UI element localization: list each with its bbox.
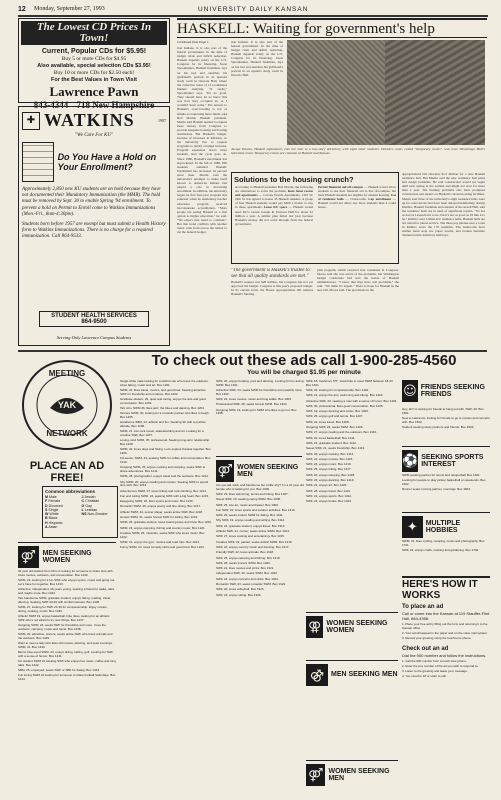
abbrev-item: F Female: [45, 499, 61, 504]
housing-item-2: Lease KU space: [263, 205, 288, 210]
watkins-footer: [39, 311, 149, 327]
page-number: 12: [18, 6, 26, 13]
classifieds-header: [118, 353, 490, 375]
masthead-date: Monday, September 27, 1993: [34, 6, 105, 12]
abbrev-item: H Hispanic: [45, 520, 63, 525]
how-step-1-details: 1. Place your free ad by filling out the form and returning it to the Kansan office. 2. Your ad will appear in the paper and on the voice mail system. 3. Record your greeting using the touch-tone phone.: [402, 623, 488, 641]
cd-ad: [18, 18, 170, 110]
watkins-tagline: "We Care For KU": [74, 133, 114, 138]
watkins-question-row: [22, 142, 166, 182]
section-women-seeking-men: [216, 456, 302, 482]
hobbies-icon: ✦: [402, 516, 423, 538]
man-woman-icon: ⚤: [18, 546, 39, 568]
section-title: WOMEN SEEKING MEN: [237, 463, 299, 478]
how-it-works: [402, 576, 490, 792]
watkins-year: 1907: [158, 118, 166, 123]
cd-ad-current: Current, Popular CDs for $5.95!: [41, 48, 147, 55]
store-address: 718 New Hampshire: [76, 100, 155, 110]
housing-item-5: Cap enrollment: [368, 197, 392, 202]
how-step-1-title: To place an ad: [402, 604, 444, 610]
man-man-icon: ⚣: [306, 664, 328, 686]
masthead: [18, 5, 488, 15]
watkins-body-1: Approximately 2,850 new KU students are on hold because they have not documented their Mandatory Immunization (the MMR). The hold must be removed by Sept. 30 to enable Spring '94 enrollment. To prevent a hold on Permit to Enroll come to Watkins Immunizations (Mon.-Fri., 8am-4:30pm).: [22, 187, 161, 217]
cd-ad-special: Also available, special selection CDs $3.95!: [37, 63, 151, 69]
svg-text:NETWORK: NETWORK: [46, 429, 88, 438]
yak-talk-logo: [20, 358, 114, 452]
how-title: HERE'S HOW IT WORKS: [402, 579, 478, 601]
classifieds-headline: To check out these ads call 1-900-285-4560: [151, 352, 457, 369]
abbrev-item: C Christian: [81, 499, 100, 504]
section-title: MULTIPLE HOBBIES: [425, 519, 461, 534]
article-photo: [287, 40, 385, 145]
store-name: Lawrence Pawn: [49, 84, 139, 99]
masthead-rule: [18, 15, 488, 17]
article-column-4: plan program, which received less consensus in Congress. Moore said she was aware of the problems, but Washington budget constraints had tied the hands of Haskell administrators. "I know that they have real problems," she said. "We think it's urgent." There is hope for Haskell in the new bill. Moore said. The provisions in the: [317, 268, 399, 293]
watkins-body-2: Students born before 1957 are exempt but must submit a Health History form to Watkins Immunizations. There is no charge for a required immunization. Call 864-9533.: [22, 222, 166, 240]
housing-item-3: Permit financial aid off-campus: [318, 185, 364, 189]
abbrev-item: D Divorced: [45, 503, 63, 508]
watkins-footer-note: Serving Only Lawrence Campus Students: [56, 335, 132, 340]
section-title: MEN SEEKING WOMEN: [42, 549, 92, 564]
abbrev-item: G Gay: [81, 503, 92, 508]
cd-ad-buy: Buy 5 or more CDs for $4.95: [61, 56, 127, 62]
article-column-right: appropriations bill allocates $1.5 million for a new Haskell residence hall. But Martin said the new residence hall plans had design problems. He said construction would not begin until next spring at the earliest and might not start for more than a year. The funding problems also have prompted construction and repairs on Haskell's current housing facilities. Martin said three of the university's eight residence halls were up for renovations that have been delayed indefinitely. Randy Kimbro, Haskell freshman and resident of Roosevelt Hall, said the residence halls are in need of significant repairs. "It's not as bad as I expected it to be, but it's not as good as I'd like it to be," Kimbro said. Unlike KU residence halls, Haskell halls are not wired for phone service. The three pay phones near a room in Kimbro serve the 170 residents. The bathrooms have neither hand soap nor paper towels, and broken furniture cluttered some dormitory hallways.: [402, 172, 485, 238]
abbrev-item: L Lesbian: [81, 507, 98, 512]
article-column-1: tion Indians. It is also part of the federal government. In the time of budget crisis and deficit reduction, Haskell depends solely on the U.S. Congress for its financing. Jason Spoonhunter, Haskell freshman, lays on his bed and sketches his girlfriend's portrait in an upstairs study room in Osceola Hall, where the collective noise of 12 roommates hinders studying. "It sucks," Spoonhunter says. "It's no good. They should have let us know this was how they occupied us, or I wouldn't have come." The answer to Haskell's overcrowding is not as simple as requesting more funds, said Bob Martin, Haskell president. Martin said Haskell needed to request more money from Congress to provide adequate housing and hosting dormitories. But Haskell's budget, because of increases in inflation, so the university has to request programs to justify a budget increase. Program expansion draws more students. And the cycle goes on. Since 1980, Haskell's enrollment has skyrocketed. In the fall of 1986, 865 students attended Haskell. Enrollment has increased 19 percent since then. Martin said the university's attempts to make itself known to American Indians had played a role in increasing enrollment. In addition, the university began its first four-year program this semester when its elementary teacher education program received baccalaureate accreditation. "More people are seeing Haskell as a first option to higher education," he said. "We expect that trend to continue." But that trend conflicts with another trend: calls from across the nation to cut the federal budget.: [177, 46, 227, 235]
ads-column-6: Hey, all! I'm looking for friends to hang out with. SWF, 20. Box 1501. New to Lawrence, looking for friends to go to movies and concerts with. Box 1502. Student seeking study partners and friends. Box 1503.: [402, 408, 490, 429]
housing-box-title: Solutions to the housing crunch?: [234, 175, 354, 184]
housing-box-col-1: According to Haskell president Bob Martin, the following are alternatives to solve the problem. Rent hotel rooms and apartments — Colony Woods Apartments, 1301 W. 24th St. has agreed to house 45 Haskell students. A group of four Haskell students would pay $400 a month to stay in these apartments. Lease KU space — Haskell would need KU's vacant Joseph R. Pearson Hall for about $1 million a year. A similar plan failed last year because Haskell's money did not come through from the federal government.: [235, 185, 313, 226]
section-men-seeking-men: [306, 660, 398, 686]
section-title: MEN SEEKING MEN: [331, 671, 398, 679]
ads-column-8: SWM, 24, likes cycling, camping, music and photography. Box 1701. SWF, 22, enjoys crafts, cooking and gardening. Box 1702.: [402, 540, 485, 552]
place-ad: [18, 460, 116, 484]
woman-man-icon: ⚤: [216, 460, 234, 482]
section-seeking-sports-interest: [402, 446, 490, 472]
how-step-2-title: Check out an ad: [402, 645, 449, 652]
watkins-logo: ✚: [22, 112, 40, 130]
article-column-2: tion Indians. It is also part of the federal government. In the time of budget crisis and deficit reduction, Haskell depends solely on the U.S. Congress for its financing. Jason Spoonhunter, Haskell freshman, lays on his bed and sketches his girlfriend's portrait in an upstairs study room in Osceola Hall.: [231, 40, 283, 77]
ads-column-7: SWM seeking partner for tennis and racquetball. Box 1601. Looking for people to play pickup basketball on weekends. Box 1602. Runner seeks running partner, mornings. Box 1603.: [402, 474, 486, 492]
abbrev-item: J Jewish: [81, 495, 96, 499]
section-women-seeking-men-2: [306, 760, 398, 786]
how-step-1-body: Call or come into the Kansan at 119 Stauffer-Flint Hall, 864-4358.: [402, 611, 490, 621]
article-headline: HASKELL: Waiting for government's help: [177, 21, 435, 37]
abbrev-item: A Asian: [45, 525, 58, 530]
svg-text:MEETING: MEETING: [48, 369, 86, 378]
article-headline-bar: [177, 18, 487, 38]
article-column-3: "The government is Haskell's trustee to see that all quality standards are met." Haskell's request was $28 million, but Congress has not yet approved the budget. Congress is this year's proposed budget. In its current form, the House appropriations bill reduces Haskell's funding.: [231, 268, 313, 297]
abbrev-item: S Single: [45, 507, 59, 512]
place-ad-text: PLACE AN AD FREE!: [29, 460, 105, 484]
photo-caption: Jacqui Dovelo, Haskell sophomore, cuts her hair in a two-story dormitory with eight other students. Dovelo's room, called "temporary rooms", was once Winnebago Hall's television room. Temporary rooms are common at Haskell and Kansas.: [231, 147, 485, 156]
section-title: WOMEN SEEKING MEN: [328, 767, 390, 782]
housing-item-1: Rent hotel rooms and apartments: [235, 189, 313, 198]
watkins-ad: [18, 106, 170, 346]
abbrev-item: B Black: [45, 516, 58, 521]
section-women-seeking-women: [306, 612, 398, 638]
how-step-2-body: Dial the 900 number and follow the instructions.: [402, 652, 487, 658]
ads-column-2: Single white male looking for a tactful man who loves the outdoors. Likes hiking, music and art. Box 1201. SWM, 23, likes travel, movies, and good food. Seeking attractive SWF for friendship and romance. Box 1202. Graduate student, 29, quiet and caring, enjoys the arts and good conversation. Box 1203. Tall, slim, SWM 26, likes jazz, the blues and dancing. Box 1204. Sincere SWM, 30, looking for a romantic partner who likes to laugh. Box 1205. Handsome SBM, 24, athletic and fun. Seeking SF with a positive attitude. Box 1206. SWM, 21, into rock music, skateboarding and art. Looking for a creative SWF. Box 1207. Loving, kind SWM, 35, professional. Seeking long-term relationship. Box 1208. SWM, 22, loves dogs and hiking. Let's explore Kansas together. Box 1209. KU senior, SWM, 23, seeking SWF for coffee and conversation. Box 1210. Outgoing SWM, 25, enjoys cooking and camping, seeks SWF to share adventures. Box 1211. SWM, 28, photographer, enjoys travel and the outdoors. Box 1212. Shy SWM, 20, enjoys reading and movies. Seeking SWF to spend time with. Box 1213. Adventurous SWM, 27, loves biking and rock climbing. Box 1214. Fun and caring SWM, 24, seeking SWF with a big heart. Box 1215. Easygoing SWM, 26, likes sports and music. Box 1216. Romantic SWM, 29, enjoys poetry and fine dining. Box 1217. Athletic SWM, 22, soccer player, seeks active SWF. Box 1218. Honest SWM, 31, seeks honest SWF for dating. Box 1219. SWM, 25, graduate student, loves board games and trivia. Box 1220. SWM, 23, enjoys camping, fishing and country music. Box 1221. Creative SWM, 26, musician, seeks SWF who loves music. Box 1222. SWM, 21, enjoys the gym, movies and road trips. Box 1223. Funny SWM, 24, loves comedy clubs and good food. Box 1224.: [120, 380, 212, 550]
sports-icon: ⚽: [402, 450, 418, 472]
watkins-question: Do You Have a Hold on Your Enrollment?: [57, 152, 157, 172]
paper-name: UNIVERSITY DAILY KANSAN: [198, 6, 309, 13]
cd-ad-buy-more: Buy 10 or more CDs for $2.50 each!: [53, 70, 135, 76]
ads-column-3: SWF, 20, enjoys bowling, pool and dancing. Looking for fun-loving SWM. Box 1301. Attractive SWF, 24, seeks SWM for friendship and possibly more. Box 1302. SWF, 22, loves movies, music and long walks. Box 1303. Professional SWF, 28, seeks honest SWM. Box 1304. Outgoing SWF, 19, looking for SWM who likes to go out. Box 1305.: [216, 380, 304, 416]
abbrev-item: [82, 521, 116, 525]
section-men-seeking-women: [18, 542, 116, 568]
yak-talk-logo-graphic: [20, 358, 114, 452]
section-title: FRIENDS SEEKING FRIENDS: [420, 383, 485, 398]
housing-item-4: Use of residence halls: [318, 193, 396, 202]
housing-box-col-2: Permit financial aid off-campus — Haskell would allow students to use their financial aid to live off-campus, but most Haskell students are eligible for student housing. Use of residence halls — Classrooms. Cap enrollment — Haskell would not allow any more students than it could house.: [318, 185, 396, 210]
ads-column-5: SWF, 18, freshman, 5'5", would like to meet SWM between 18-23. Box 1401. SWF, 26, looking for companionship. Box 1402. SWF, 21, enjoys the arts, swimming and biking. Box 1403. Attractive SWF, 23, seeking a man with a sense of humor. Box 1404. SWF, 30, professional, likes good conversation. Box 1405. SWF, 19, enjoys dancing and music. Box 1406. SWF, 25, enjoys golf and tennis. Box 1407. SWF, 22, loves travel. Box 1408. Outgoing SWF, 24, seeks SWM. Box 1409. SWF, 27, enjoys reading and the outdoors. Box 1410. SWF, 20, loves basketball. Box 1411. SWF, 23, graduate student. Box 1412. Sweet SWF, 21, seeks friendship. Box 1413. SWF, 26, enjoys cooking. Box 1414. SWF, 22, enjoys movies. Box 1415. SWF, 24, enjoys music. Box 1416. SWF, 25, enjoys hiking. Box 1417. SWF, 20, enjoys camping. Box 1418. SWF, 23, enjoys dancing. Box 1419. SWF, 21, enjoys art. Box 1420. SWF, 28, enjoys travel. Box 1421. SWF, 22, enjoys sports. Box 1422. SWF, 24, enjoys books. Box 1423.: [306, 380, 398, 504]
ads-column-4: Are you tall, dark, and handsome but a little shy? I'm a 21 year old female who is looking for you. Box 1306. SWF, 23, likes swimming, tennis and hiking. Box 1307. Sweet SWF, 20, seeking caring SWM. Box 1308. SWF, 25, into art, music and theater. Box 1309. Fun SWF, 22, loves sports and outdoor activities. Box 1310. SWF, 26, seeks mature SWM for dating. Box 1311. Shy SWF, 19, enjoys reading and writing. Box 1312. SWF, 24, graduate student, enjoys travel. Box 1313. Athletic SWF, 21, runner, seeks active SWM. Box 1314. SWF, 27, loves cooking and entertaining. Box 1315. Creative SWF, 23, painter, seeks artistic SWM. Box 1316. SWF, 20, enjoys country music and dancing. Box 1317. Friendly SWF, 22, loves animals. Box 1318. SWF, 25, enjoys camping and fishing. Box 1319. SWF, 28, seeks sincere SWM. Box 1320. SWF, 21, likes movies and pizza. Box 1321. Independent SWF, 26, seeks SWM. Box 1322. SWF, 24, enjoys concerts and clubs. Box 1323. Romantic SWF, 23, seeks romantic SWM. Box 1324. SWF, 20, loves volleyball. Box 1325. SWF, 22, enjoys skiing. Box 1326.: [216, 484, 304, 597]
svg-text:YAK: YAK: [57, 400, 77, 410]
section-title: WOMEN SEEKING WOMEN: [326, 619, 388, 634]
ads-column-1: 34 year old student from Ohio is looking for someone to share time with. Likes movies, outdoors, and conversation. Box 1432. SWM, 22, looking for a fun SWF who enjoys sports, music and going out. Let's have fun together. Box 1433. Attractive, independent, 26 years young, seeking a friend for walks, talks and maybe more. Box 1434. Tall, handsome SWM, graduate student, enjoys hiking, reading, travel, dancing. Seeking SWF 20-30 with similar interests. Box 1435. SWM, 27, looking for SWF 21-30 for companionship. Enjoy movies, dining, cooking, music. Box 1436. Athletic SWM 19, enjoys basketball, bike rides, looking for an athletic SWF who's not afraid to try new things. Box 1437. Outgoing SWM, 23, seeks SWF for friendship and more. I love the outdoors, camping, music and travel. Box 1438. SWM, 20, attractive, sincere, seeks active SWF who loves animals and the outdoors. Box 1439. Want to meet a lady who likes old movies, dancing, and quiet evenings. SWM, 31. Box 1440. Blond, blue-eyed SWM, 24, enjoys skiing, sailing, golf. Looking for SWF with a sense of humor. Box 1441. KU student SWM 21 seeking SWF who enjoys live music, coffee and long talks. Box 1442. SBM, 25, employed, seeks SWF or SBF for dating. Box 1443. Fun loving SWM 22 looking for someone to share football Saturdays. Box 1444.: [18, 570, 116, 681]
abbrev-item: W White: [45, 512, 59, 517]
article-continued: Continued from Page 1.: [177, 40, 210, 44]
cd-ad-best-value: For the Best Values in Town Visit: [51, 77, 137, 83]
woman-woman-icon: ⚢: [306, 616, 323, 638]
calendar-icon: [22, 142, 54, 182]
watkins-footer-title: STUDENT HEALTH SERVICES: [51, 313, 137, 319]
section-title: SEEKING SPORTS INTEREST: [421, 453, 484, 468]
classifieds-subhead: You will be charged $1.95 per minute: [247, 369, 361, 376]
watkins-header: [22, 110, 166, 131]
pull-quote: "The government is Haskell's trustee to see that all quality standards are met.": [231, 268, 310, 279]
section-friends-seeking-friends: [402, 380, 490, 402]
store-phone: 843-4344: [33, 100, 69, 110]
cd-ad-headline: The Lowest CD Prices In Town!: [21, 21, 167, 45]
friends-icon: ☺: [402, 380, 418, 402]
how-step-2-details: 1. Call the 900 number from a touch-tone phone. 2. Enter the box number of the ad you wish to respond to. 3. Listen to the greeting and leave your message. 4. You must be 18 or older to call.: [402, 659, 479, 679]
abbreviations-title: Common abbreviations: [45, 489, 96, 494]
abbreviations-list: [45, 495, 115, 529]
abbrev-item: M Male: [45, 495, 57, 499]
watkins-name: WATKINS: [44, 110, 135, 130]
article-photo-right: [385, 40, 485, 145]
abbreviations-box: [42, 486, 118, 538]
housing-box: [231, 172, 399, 264]
watkins-footer-phone: 864-9500: [81, 319, 107, 325]
abbrev-item: NS Non-Smoker: [81, 512, 108, 517]
section-multiple-hobbies: [402, 512, 490, 538]
woman-man-icon: ⚤: [306, 764, 325, 786]
